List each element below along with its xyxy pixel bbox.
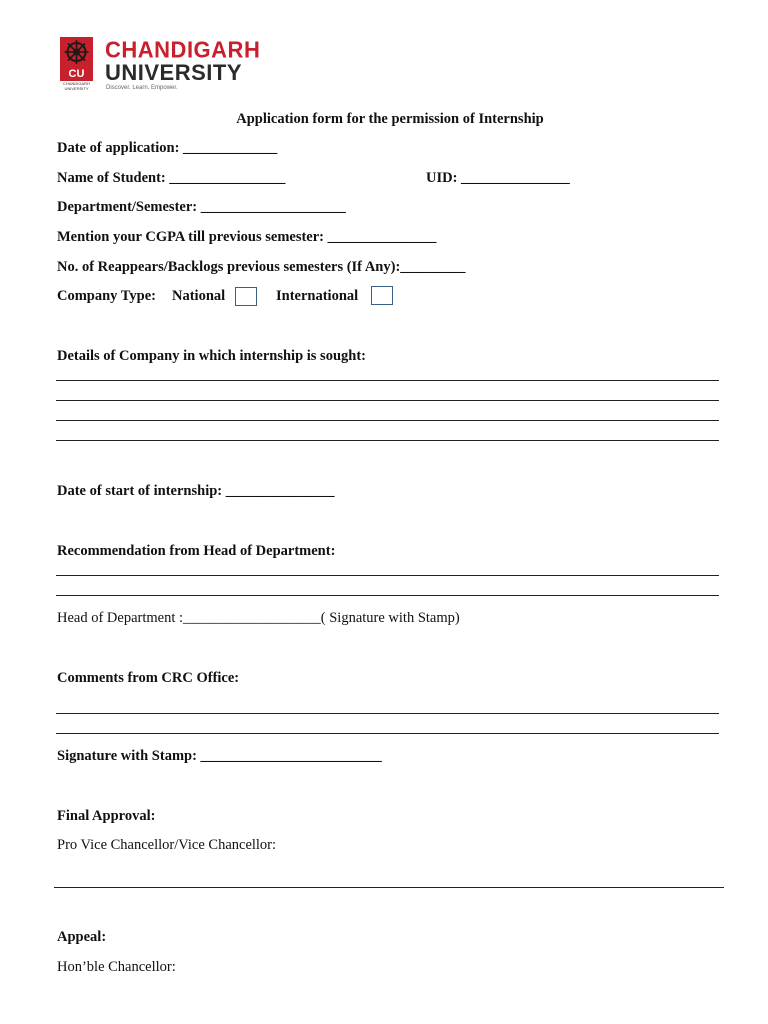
hod-recommendation-label: Recommendation from Head of Department: xyxy=(57,543,336,559)
brand-name-line1: CHANDIGARH xyxy=(105,36,261,63)
national-checkbox[interactable] xyxy=(235,287,257,306)
company-details-line xyxy=(56,400,719,401)
name-of-student-field: Name of Student: ________________ xyxy=(57,170,286,186)
company-details-label: Details of Company in which internship is sought: xyxy=(57,348,366,364)
department-semester-field: Department/Semester: ____________________ xyxy=(57,199,346,215)
start-date-field: Date of start of internship: _______________ xyxy=(57,483,335,499)
hod-recommendation-line xyxy=(56,595,719,596)
uid-field: UID: _______________ xyxy=(426,170,570,186)
form-title: Application form for the permission of Internship xyxy=(236,111,544,127)
brand-tagline: Discover. Learn. Empower. xyxy=(106,85,178,91)
crc-signature-field: Signature with Stamp: _________________________ xyxy=(57,748,382,764)
final-approval-signature-line xyxy=(54,887,724,888)
company-details-line xyxy=(56,420,719,421)
date-of-application-field: Date of application: _____________ xyxy=(57,140,278,156)
company-details-line xyxy=(56,380,719,381)
national-option-label: National xyxy=(172,288,226,304)
hod-signature-field: Head of Department :___________________( Signature with Stamp) xyxy=(57,610,460,626)
appeal-authority-label: Hon’ble Chancellor: xyxy=(57,959,176,975)
appeal-label: Appeal: xyxy=(57,929,107,945)
cgpa-field: Mention your CGPA till previous semester: _______________ xyxy=(57,229,437,245)
logo-small-text: CHANDIGARH UNIVERSITY xyxy=(60,81,93,94)
international-option-label: International xyxy=(276,288,359,304)
company-type-label: Company Type: xyxy=(57,288,156,304)
company-details-line xyxy=(56,440,719,441)
hod-recommendation-line xyxy=(56,575,719,576)
university-logo-mark xyxy=(60,37,93,94)
international-checkbox[interactable] xyxy=(371,286,393,305)
final-approval-label: Final Approval: xyxy=(57,808,156,824)
brand-name-line2: UNIVERSITY xyxy=(105,60,243,85)
crc-comments-line xyxy=(56,733,719,734)
emblem-icon xyxy=(60,37,93,67)
crc-comments-label: Comments from CRC Office: xyxy=(57,670,240,686)
logo-initials: CU xyxy=(68,68,85,80)
backlogs-field: No. of Reappears/Backlogs previous semesters (If Any):_________ xyxy=(57,259,466,275)
final-approver-label: Pro Vice Chancellor/Vice Chancellor: xyxy=(57,837,277,853)
crc-comments-line xyxy=(56,713,719,714)
